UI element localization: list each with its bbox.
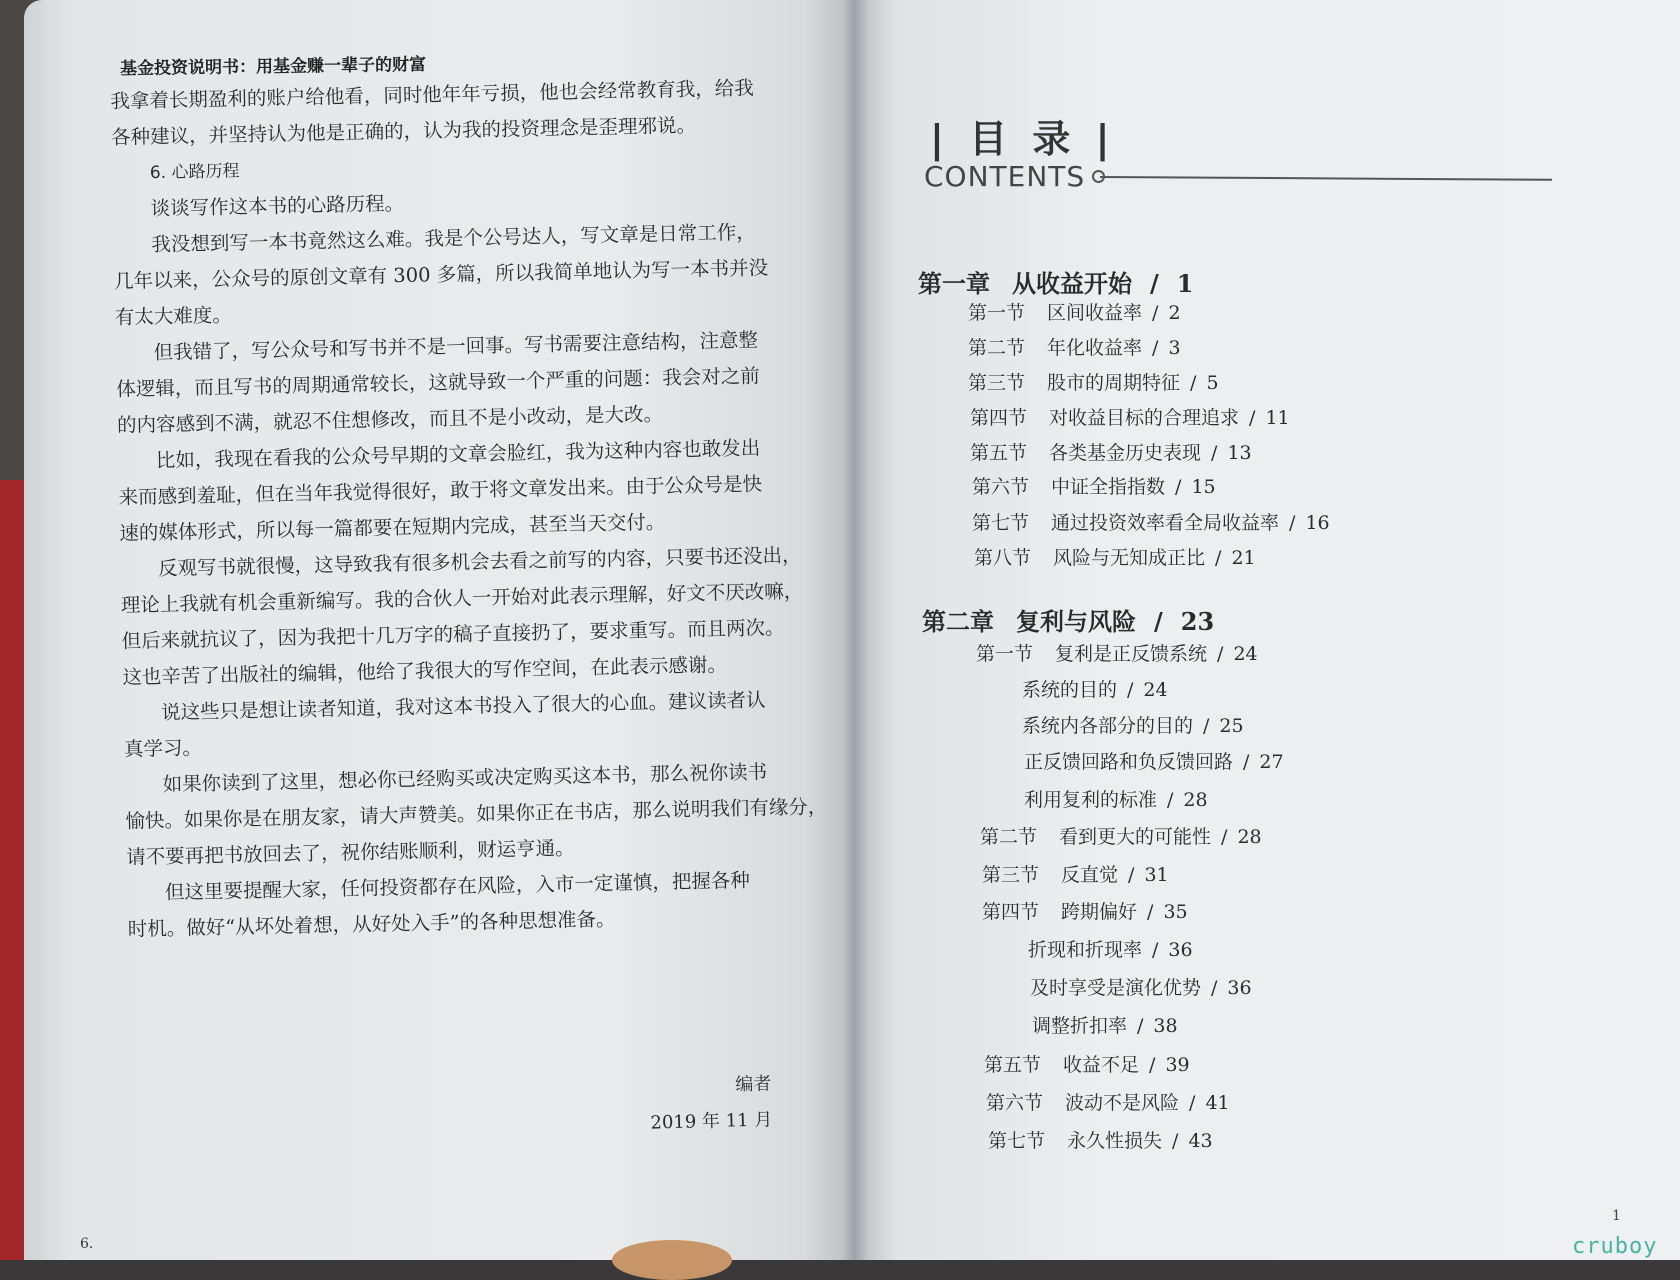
toc-slash: / [1249, 407, 1256, 429]
text-line: 谈谈写作这本书的心路历程。 [150, 191, 405, 221]
toc-entry-page: 15 [1191, 476, 1216, 498]
toc-entry-section [968, 298, 1181, 325]
toc-entry-section [970, 403, 1290, 430]
toc-entry-section [968, 368, 1219, 395]
toc-entry-page: 36 [1168, 939, 1193, 961]
text-line: 理论上我就有机会重新编写。我的合伙人一开始对此表示理解，好文不厌改嘛， [120, 579, 804, 617]
toc-entry-title: 利用复利的标准 [1024, 789, 1158, 811]
toc-slash: / [1147, 901, 1154, 923]
toc-entry-sub [1022, 675, 1168, 702]
toc-entry-page: 16 [1305, 512, 1330, 534]
text-line: 来而感到羞耻，但在当年我觉得很好，敢于将文章发出来。由于公众号是快 [118, 472, 763, 509]
toc-entry-section [988, 1126, 1213, 1153]
text-line: 速的媒体形式，所以每一篇都要在短期内完成，甚至当天交付。 [119, 510, 666, 545]
toc-entry-section [972, 508, 1330, 535]
toc-entry-label: 第一节 [968, 302, 1026, 324]
toc-entry-section [982, 860, 1169, 887]
toc-slash: / [1149, 1054, 1156, 1076]
toc-entry-label: 第六节 [986, 1092, 1044, 1114]
toc-slash: / [1152, 337, 1159, 359]
toc-entry-page: 3 [1168, 337, 1181, 359]
text-line: 我拿着长期盈利的账户给他看，同时他年年亏损，他也会经常教育我，给我 [110, 76, 754, 113]
text-line: 但这里要提醒大家，任何投资都存在风险，入市一定谨慎，把握各种 [164, 868, 751, 905]
text-line: 的内容感到不满，就忍不住想修改，而且不是小改动，是大改。 [116, 402, 664, 437]
toc-entry-title: 从收益开始 [1012, 269, 1132, 298]
toc-entry-title: 年化收益率 [1047, 337, 1143, 359]
toc-slash: / [1243, 751, 1250, 773]
text-line: 愉快。如果你是在朋友家，请大声赞美。如果你正在书店，那么说明我们有缘分， [125, 795, 828, 833]
toc-entry-label: 第四节 [970, 407, 1028, 429]
toc-entry-sub [1022, 711, 1244, 738]
text-line: 说这些只是想让读者知道，我对这本书投入了很大的心血。建议读者认 [160, 688, 766, 725]
toc-entry-page: 25 [1219, 715, 1244, 737]
toc-entry-label: 第七节 [972, 512, 1030, 534]
toc-slash: / [1137, 1015, 1144, 1037]
toc-entry-title: 风险与无知成正比 [1053, 547, 1206, 569]
toc-slash: / [1221, 826, 1228, 848]
toc-slash: / [1154, 607, 1163, 636]
toc-entry-title: 折现和折现率 [1028, 939, 1143, 961]
toc-entry-title: 各类基金历史表现 [1049, 442, 1202, 464]
toc-entry-page: 1 [1176, 269, 1194, 298]
toc-entry-page: 23 [1180, 607, 1215, 636]
toc-entry-label: 第六节 [972, 476, 1030, 498]
toc-entry-title: 区间收益率 [1047, 302, 1143, 324]
toc-entry-label: 第四节 [982, 901, 1040, 923]
toc-entry-section [986, 1088, 1230, 1115]
toc-slash: / [1217, 643, 1224, 665]
toc-entry-sub [1024, 785, 1208, 812]
toc-entry-page: 13 [1227, 442, 1252, 464]
toc-slash: / [1172, 1130, 1179, 1152]
toc-entry-label: 第五节 [984, 1054, 1042, 1076]
toc-entry-label: 第二章 [922, 607, 994, 636]
running-head: 基金投资说明书：用基金赚一辈子的财富 [119, 54, 427, 80]
watermark: cruboy [1572, 1234, 1658, 1259]
toc-slash: / [1189, 1092, 1196, 1114]
toc-entry-page: 21 [1231, 547, 1256, 569]
toc-entry-page: 24 [1143, 679, 1168, 701]
date: 2019 年 11 月 [650, 1109, 773, 1134]
toc-entry-page: 5 [1206, 372, 1219, 394]
toc-slash: / [1211, 442, 1218, 464]
toc-entry-label: 第一章 [918, 269, 990, 298]
toc-entry-page: 39 [1165, 1054, 1190, 1076]
text-line: 但后来就抗议了，因为我把十几万字的稿子直接扔了，要求重写。而且两次。 [121, 615, 785, 653]
toc-entry-page: 36 [1227, 977, 1252, 999]
toc-entry-label: 第五节 [970, 442, 1028, 464]
toc-entry-section [984, 1050, 1190, 1077]
toc-entry-label: 第三节 [982, 864, 1040, 886]
toc-entry-label: 第三节 [968, 372, 1026, 394]
toc-entry-section [972, 472, 1216, 499]
text-line: 反观写书就很慢，这导致我有很多机会去看之前写的内容，只要书还没出， [157, 543, 802, 581]
toc-entry-title: 通过投资效率看全局收益率 [1051, 512, 1280, 534]
text-line: 有太大难度。 [114, 303, 233, 329]
toc-subtitle: CONTENTS [924, 160, 1086, 193]
toc-slash: / [1211, 977, 1218, 999]
toc-entry-page: 31 [1144, 864, 1169, 886]
toc-slash: / [1150, 269, 1159, 298]
toc-entry-title: 看到更大的可能性 [1059, 826, 1212, 848]
toc-entry-sub [1032, 1011, 1178, 1038]
toc-entry-page: 24 [1233, 643, 1258, 665]
toc-entry-chapter [922, 602, 1214, 637]
toc-slash: / [1175, 476, 1182, 498]
left-page-number: 6. [80, 1236, 94, 1252]
text-line: 请不要再把书放回去了，祝你结账顺利，财运亨通。 [125, 836, 575, 869]
toc-entry-sub [1024, 747, 1284, 774]
toc-slash: / [1152, 939, 1159, 961]
text-line: 比如，我现在看我的公众号早期的文章会脸红，我为这种内容也敢发出 [155, 436, 761, 473]
toc-entry-section [980, 822, 1262, 849]
toc-entry-page: 38 [1153, 1015, 1178, 1037]
toc-entry-title: 系统内各部分的目的 [1022, 715, 1194, 737]
text-line: 体逻辑，而且写书的周期通常较长，这就导致一个严重的问题：我会对之前 [116, 364, 761, 401]
toc-entry-title: 跨期偏好 [1061, 901, 1138, 923]
text-line: 时机。做好“从坏处着想，从好处入手”的各种思想准备。 [127, 907, 616, 941]
toc-entry-sub [1030, 973, 1252, 1000]
toc-entry-title: 对收益目标的合理追求 [1049, 407, 1240, 429]
toc-entry-label: 第二节 [968, 337, 1026, 359]
toc-entry-title: 调整折扣率 [1032, 1015, 1128, 1037]
toc-slash: / [1215, 547, 1222, 569]
toc-entry-label: 第一节 [976, 643, 1034, 665]
toc-entry-chapter [918, 264, 1193, 299]
toc-entry-page: 43 [1188, 1130, 1213, 1152]
text-line: 这也辛苦了出版社的编辑，他给了我很大的写作空间，在此表示感谢。 [122, 653, 728, 689]
toc-entry-label: 第二节 [980, 826, 1038, 848]
signature: 编者 [735, 1073, 772, 1096]
toc-entry-title: 反直觉 [1061, 864, 1119, 886]
text-line: 几年以来，公众号的原创文章有 300 多篇，所以我简单地认为写一本书并没 [113, 256, 769, 293]
toc-slash: / [1289, 512, 1296, 534]
toc-entry-page: 35 [1163, 901, 1188, 923]
toc-entry-title: 永久性损失 [1067, 1130, 1163, 1152]
toc-entry-section [982, 897, 1188, 924]
toc-slash: / [1152, 302, 1159, 324]
toc-slash: / [1190, 372, 1197, 394]
toc-entry-section [976, 639, 1258, 666]
toc-slash: / [1128, 864, 1135, 886]
toc-slash: / [1203, 715, 1210, 737]
text-line: 6. 心路历程 [149, 161, 240, 184]
toc-entry-page: 28 [1237, 826, 1262, 848]
toc-entry-sub [1028, 935, 1193, 962]
text-line: 但我错了，写公众号和写书并不是一回事。写书需要注意结构，注意整 [153, 328, 759, 365]
toc-slash: / [1127, 679, 1134, 701]
right-page-number: 1 [1612, 1208, 1621, 1224]
toc-entry-title: 收益不足 [1063, 1054, 1140, 1076]
text-line: 我没想到写一本书竟然这么难。我是个公号达人，写文章是日常工作， [151, 220, 756, 257]
toc-entry-title: 复利是正反馈系统 [1055, 643, 1208, 665]
toc-entry-page: 27 [1259, 751, 1284, 773]
toc-entry-title: 波动不是风险 [1065, 1092, 1180, 1114]
toc-entry-title: 股市的周期特征 [1047, 372, 1181, 394]
toc-entry-label: 第八节 [974, 547, 1032, 569]
toc-entry-page: 41 [1205, 1092, 1230, 1114]
toc-entry-page: 2 [1168, 302, 1181, 324]
toc-slash: / [1167, 789, 1174, 811]
toc-entry-label: 第七节 [988, 1130, 1046, 1152]
toc-entry-section [974, 543, 1256, 570]
text-line: 如果你读到了这里，想必你已经购买或决定购买这本书，那么祝你读书 [162, 760, 768, 797]
toc-title: | 目 录 | [930, 117, 1116, 161]
toc-entry-page: 28 [1183, 789, 1208, 811]
text-line: 各种建议，并坚持认为他是正确的，认为我的投资理念是歪理邪说。 [110, 113, 697, 149]
toc-entry-title: 及时享受是演化优势 [1030, 977, 1202, 999]
toc-entry-section [970, 438, 1252, 465]
toc-entry-page: 11 [1265, 407, 1290, 429]
toc-entry-title: 中证全指指数 [1051, 476, 1166, 498]
text-line: 真学习。 [123, 736, 203, 761]
toc-entry-title: 复利与风险 [1016, 607, 1136, 636]
toc-entry-title: 系统的目的 [1022, 679, 1118, 701]
toc-entry-section [968, 333, 1181, 360]
toc-entry-title: 正反馈回路和负反馈回路 [1024, 751, 1234, 773]
